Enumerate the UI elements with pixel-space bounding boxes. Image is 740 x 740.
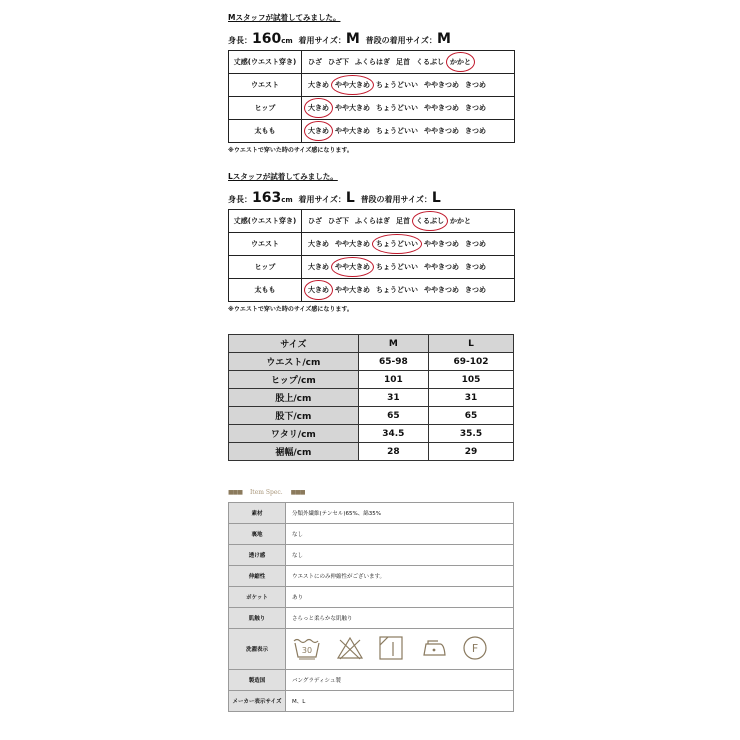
spec-value: なし [286,545,514,566]
size-row-label: 股下/cm [229,407,359,425]
fit-option: ちょうどいい [376,263,418,271]
fit-option: ひざ [308,217,322,225]
spec-row [229,608,514,629]
fit-row [229,256,515,279]
usual-size: L [431,190,441,206]
fit-row [229,233,515,256]
size-cell: 105 [428,371,513,389]
spec-row [229,587,514,608]
spec-key: 裏地 [229,524,286,545]
fit-option: きつめ [465,240,486,248]
fit-option: 足首 [396,217,410,225]
fit-option: ちょうどいい [376,127,418,135]
fit-option-selected: ちょうどいい [376,240,418,248]
fit-row-label: ヒップ [229,256,302,279]
fit-option: 大きめ [308,263,329,271]
drip-dry-shade-icon [378,635,404,663]
size-cell: 34.5 [358,425,428,443]
spec-heading: ■■■ Item Spec. ■■■ [228,489,305,496]
fit-option: ややきつめ [424,286,459,294]
spec-row [229,670,514,691]
fit-option: くるぶし [416,58,444,66]
fit-option-selected: やや大きめ [335,81,370,89]
fit-options [302,210,515,233]
spec-row [229,545,514,566]
spec-value: 分類外繊維(テンセル)65%、綿35% [286,503,514,524]
no-bleach-icon [336,635,364,663]
svg-text:30: 30 [301,646,313,655]
size-header-row [229,335,514,353]
fit-option: きつめ [465,104,486,112]
size-row-label: ヒップ/cm [229,371,359,389]
fit-row-label: ヒップ [229,97,302,120]
worn-size: M [345,31,360,47]
size-cell: 28 [358,443,428,461]
fit-option: 大きめ [308,240,329,248]
svg-text:F: F [471,642,479,655]
size-cell: 35.5 [428,425,513,443]
fit-option: ちょうどいい [376,286,418,294]
spec-row [229,629,514,670]
spec-row [229,566,514,587]
fit-row [229,51,515,74]
spec-value: さらっと柔らかな肌触り [286,608,514,629]
fit-row [229,120,515,143]
spec-key: 素材 [229,503,286,524]
size-cell: 65-98 [358,353,428,371]
size-row [229,389,514,407]
fit-options [302,120,515,143]
staff-title: Lスタッフが試着してみました。 [228,172,338,181]
fit-row-label: ウエスト [229,233,302,256]
size-header-cell: L [428,335,513,353]
fit-note: ※ウエストで穿いた時のサイズ感になります。 [228,147,353,154]
size-row [229,425,514,443]
height-value: 160 [252,31,282,47]
fit-option: やや大きめ [335,286,370,294]
size-cell: 31 [358,389,428,407]
fit-option: ふくらはぎ [355,58,390,66]
fit-table [228,209,515,302]
size-row [229,407,514,425]
worn-size: L [345,190,355,206]
spec-value [286,629,514,670]
fit-option: きつめ [465,263,486,271]
fit-option: ややきつめ [424,127,459,135]
spec-key: 製造国 [229,670,286,691]
fit-row [229,97,515,120]
fit-option: やや大きめ [335,104,370,112]
fit-option: きつめ [465,286,486,294]
fit-option: 足首 [396,58,410,66]
size-cell: 31 [428,389,513,407]
spec-key: 洗濯表示 [229,629,286,670]
size-header-cell: M [358,335,428,353]
fit-row-label: 太もも [229,279,302,302]
fit-option-selected: 大きめ [308,127,329,135]
fit-row-label: 太もも [229,120,302,143]
fit-option: ややきつめ [424,104,459,112]
fit-row-label: 丈感(ウエスト穿き) [229,210,302,233]
fit-option: ひざ下 [328,217,349,225]
iron-low-icon [418,635,448,663]
fit-table [228,50,515,143]
fit-option: ややきつめ [424,240,459,248]
spec-key: 透け感 [229,545,286,566]
usual-size: M [436,31,451,47]
fit-option-selected: かかと [450,58,471,66]
spec-key: メーカー表示サイズ [229,691,286,712]
fit-options [302,97,515,120]
fit-option: やや大きめ [335,240,370,248]
size-row-label: 裾幅/cm [229,443,359,461]
fit-row [229,279,515,302]
height-value: 163 [252,190,282,206]
fit-option: ややきつめ [424,81,459,89]
fit-note: ※ウエストで穿いた時のサイズ感になります。 [228,306,353,313]
spec-value: バングラディシュ製 [286,670,514,691]
fit-row-label: 丈感(ウエスト穿き) [229,51,302,74]
size-row [229,443,514,461]
staff-block-m [228,12,515,154]
wash-30-icon [292,635,322,663]
size-row [229,353,514,371]
dry-clean-f-icon [462,635,488,663]
care-icons [292,635,513,663]
fit-options [302,233,515,256]
spec-row [229,524,514,545]
fit-option: かかと [450,217,471,225]
size-cell: 65 [428,407,513,425]
staff-info: 身長：160cm 着用サイズ：M 普段の着用サイズ：M [228,31,451,47]
size-cell: 101 [358,371,428,389]
spec-key: ポケット [229,587,286,608]
fit-option: ひざ [308,58,322,66]
size-cell: 65 [358,407,428,425]
spec-key: 肌触り [229,608,286,629]
fit-options [302,74,515,97]
fit-option-selected: くるぶし [416,217,444,225]
size-row-label: ウエスト/cm [229,353,359,371]
fit-option: ややきつめ [424,263,459,271]
size-row-label: 股上/cm [229,389,359,407]
fit-options [302,279,515,302]
fit-option: ちょうどいい [376,104,418,112]
spec-key: 伸縮性 [229,566,286,587]
fit-option: ひざ下 [328,58,349,66]
staff-block-l [228,171,515,313]
fit-options [302,256,515,279]
fit-option-selected: 大きめ [308,104,329,112]
fit-row [229,210,515,233]
staff-info: 身長：163cm 着用サイズ：L 普段の着用サイズ：L [228,190,441,206]
spec-value: ウエストにのみ伸縮性がございます。 [286,566,514,587]
spec-row [229,691,514,712]
size-cell: 29 [428,443,513,461]
fit-row-label: ウエスト [229,74,302,97]
fit-option: きつめ [465,81,486,89]
fit-option-selected: 大きめ [308,286,329,294]
spec-table [228,502,514,712]
size-row-label: ワタリ/cm [229,425,359,443]
spec-row [229,503,514,524]
spec-value: あり [286,587,514,608]
fit-options [302,51,515,74]
size-header-cell: サイズ [229,335,359,353]
spec-value: なし [286,524,514,545]
fit-option-selected: やや大きめ [335,263,370,271]
fit-option: ふくらはぎ [355,217,390,225]
staff-title: Mスタッフが試着してみました。 [228,13,341,22]
fit-option: 大きめ [308,81,329,89]
size-row [229,371,514,389]
fit-row [229,74,515,97]
size-cell: 69-102 [428,353,513,371]
fit-option: ちょうどいい [376,81,418,89]
spec-value: M、L [286,691,514,712]
size-table [228,334,514,461]
fit-option: やや大きめ [335,127,370,135]
fit-option: きつめ [465,127,486,135]
